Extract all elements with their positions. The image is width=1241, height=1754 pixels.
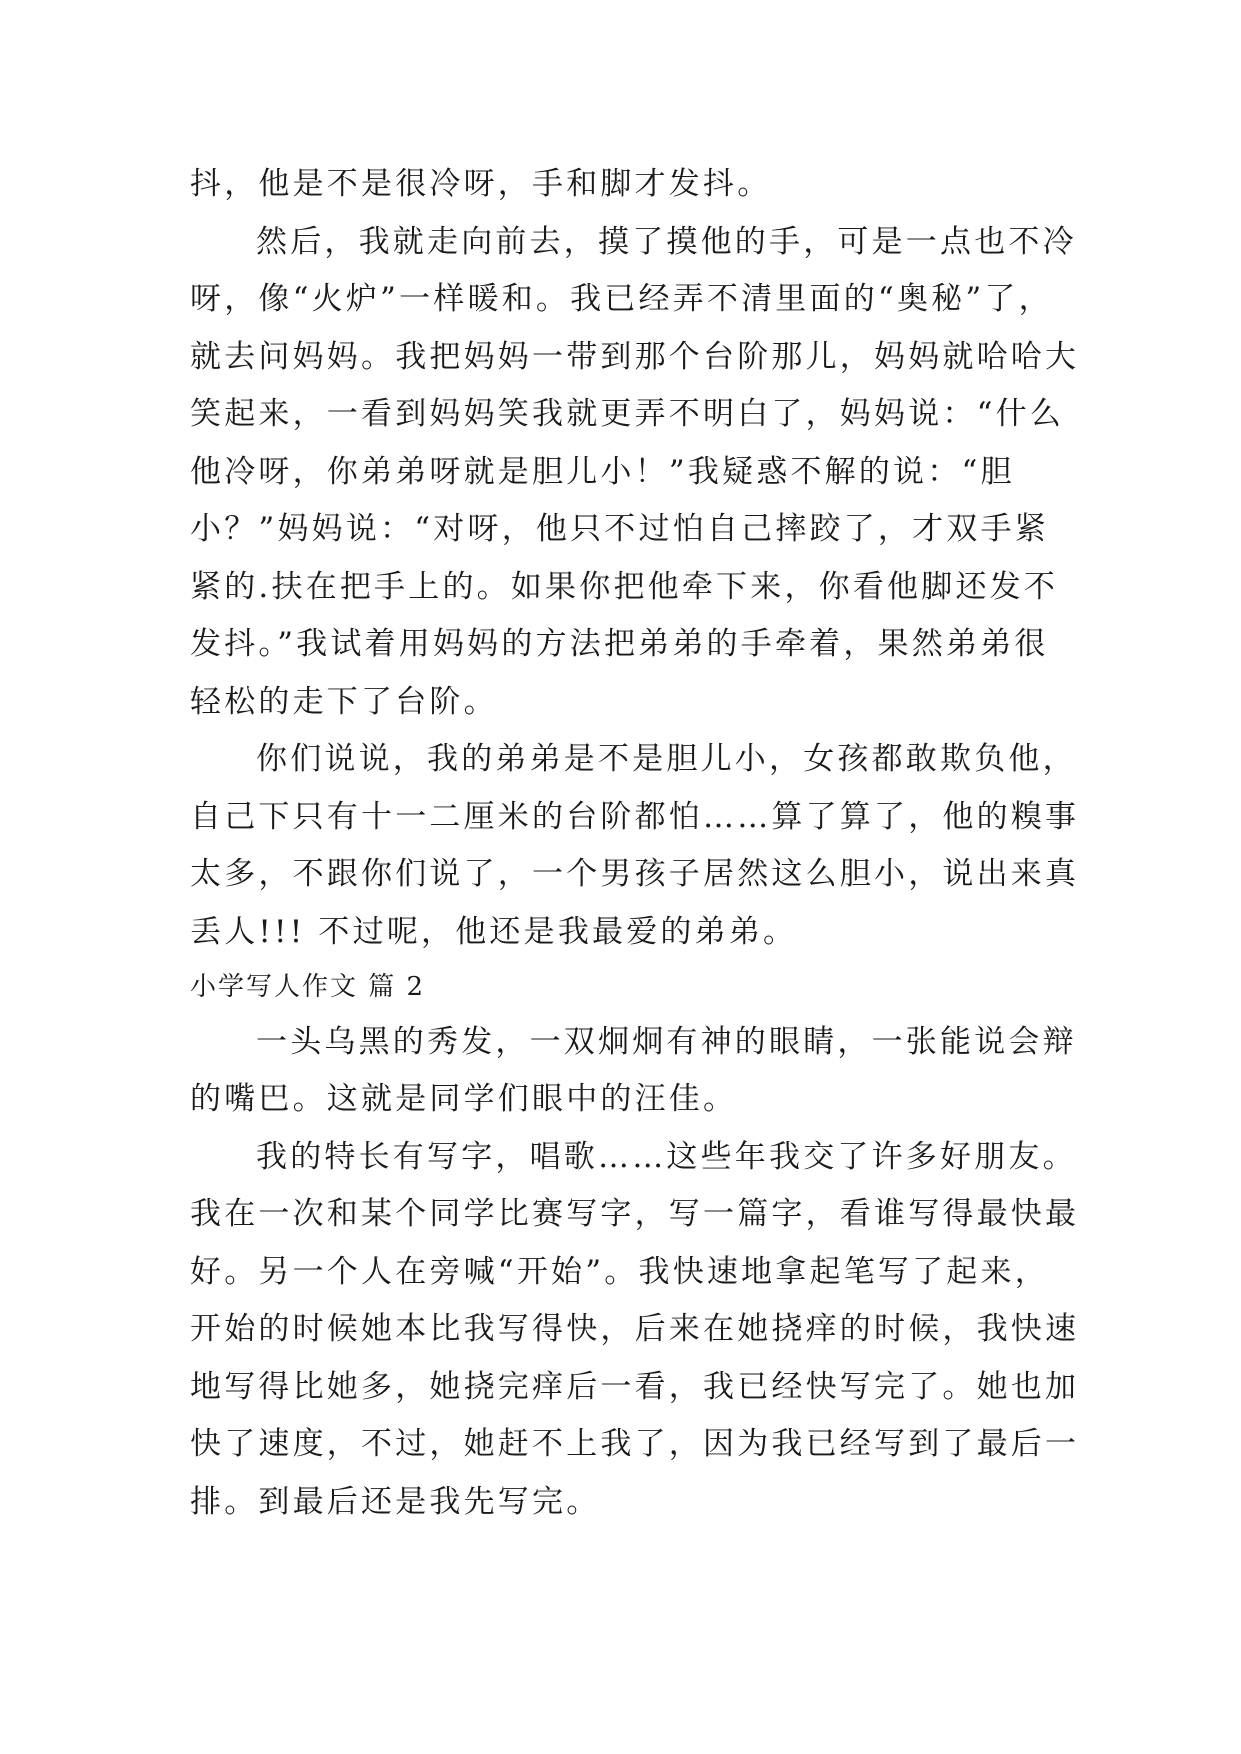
text-line: 轻松的走下了台阶。	[190, 684, 498, 720]
text-line: 我在一次和某个同学比赛写字，写一篇字，看谁写得最快最	[190, 1196, 1080, 1232]
text-line: 快了速度，不过，她赶不上我了，因为我已经写到了最后一	[190, 1426, 1080, 1462]
text-line: 丢人!!! 不过呢，他还是我最爱的弟弟。	[190, 914, 798, 950]
paragraph-start-line: 一头乌黑的秀发，一双炯炯有神的眼睛，一张能说会辩	[256, 1024, 1077, 1060]
text-line: 好。另一个人在旁喊“开始”。我快速地拿起笔写了起来，	[190, 1254, 1049, 1290]
text-line: 抖，他是不是很冷呀，手和脚才发抖。	[190, 166, 772, 202]
text-line: 紧的.扶在把手上的。如果你把他牵下来，你看他脚还发不	[190, 569, 1059, 605]
section-heading: 小学写人作文 篇 2	[190, 972, 426, 1002]
text-line: 太多，不跟你们说了，一个男孩子居然这么胆小，说出来真	[190, 856, 1080, 892]
text-line: 开始的时候她本比我写得快，后来在她挠痒的时候，我快速	[190, 1311, 1080, 1347]
text-line: 他冷呀，你弟弟呀就是胆儿小！”我疑惑不解的说：“胆	[190, 454, 1015, 490]
text-line: 的嘴巴。这就是同学们眼中的汪佳。	[190, 1081, 738, 1117]
text-line: 排。到最后还是我先写完。	[190, 1484, 601, 1520]
paragraph-start-line: 你们说说，我的弟弟是不是胆儿小，女孩都敢欺负他，	[256, 741, 1077, 777]
text-line: 发抖。”我试着用妈妈的方法把弟弟的手牵着，果然弟弟很	[190, 626, 1049, 662]
text-line: 自己下只有十一二厘米的台阶都怕……算了算了，他的糗事	[190, 799, 1080, 835]
text-line: 呀，像“火炉”一样暖和。我已经弄不清里面的“奥秘”了，	[190, 281, 1053, 317]
text-line: 地写得比她多，她挠完痒后一看，我已经快写完了。她也加	[190, 1369, 1080, 1405]
text-line: 小？”妈妈说：“对呀，他只不过怕自己摔跤了，才双手紧	[190, 511, 1049, 547]
paragraph-start-line: 然后，我就走向前去，摸了摸他的手，可是一点也不冷	[256, 224, 1077, 260]
paragraph-start-line: 我的特长有写字，唱歌……这些年我交了许多好朋友。	[256, 1139, 1077, 1175]
text-line: 就去问妈妈。我把妈妈一带到那个台阶那儿，妈妈就哈哈大	[190, 339, 1080, 375]
text-line: 笑起来，一看到妈妈笑我就更弄不明白了，妈妈说：“什么	[190, 396, 1065, 432]
